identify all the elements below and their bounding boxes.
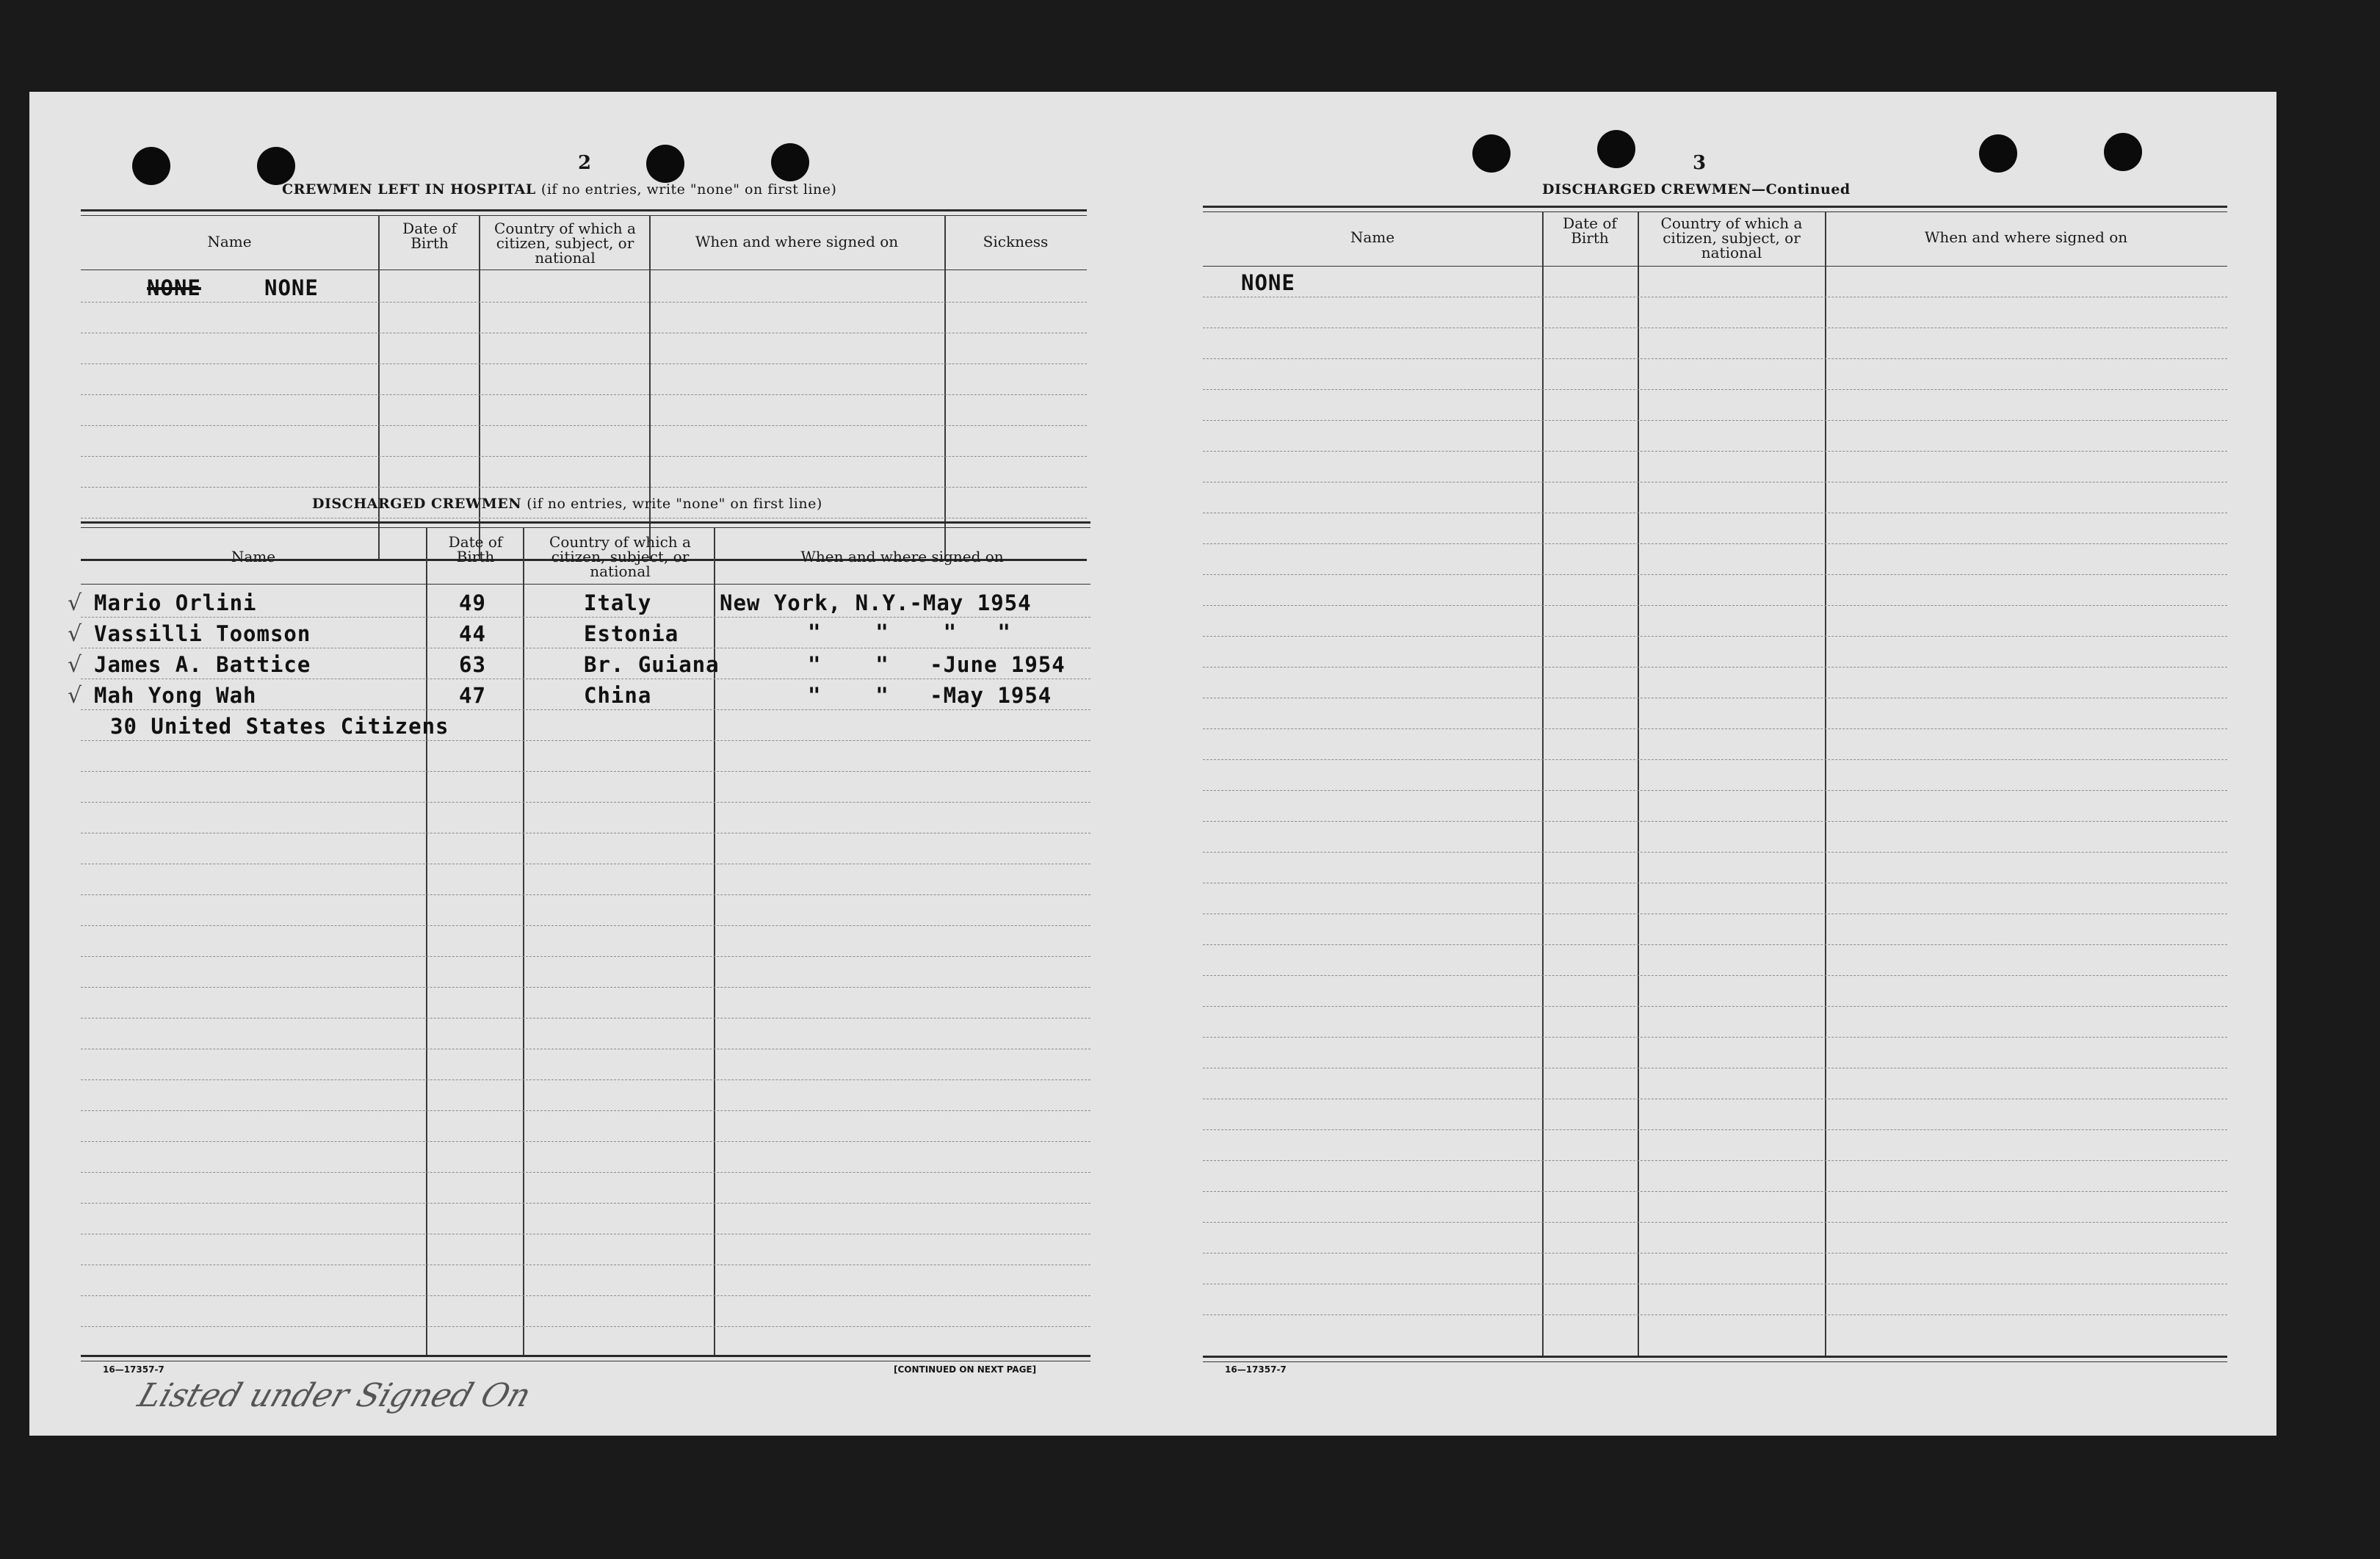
check-mark: √ bbox=[68, 621, 82, 647]
col-country: Country of which a citizen, subject, or national bbox=[1660, 214, 1803, 261]
document-sheet bbox=[29, 92, 2276, 1436]
discharged-section-title bbox=[312, 496, 822, 512]
col-date-of-birth: Date of Birth bbox=[448, 533, 503, 565]
punch-hole bbox=[1597, 130, 1635, 168]
crew-signed-on: " " " " bbox=[808, 620, 1011, 645]
hospital-entry: NONE bbox=[264, 275, 319, 300]
crew-dob: 49 bbox=[459, 590, 486, 615]
col-signed-on: When and where signed on bbox=[1924, 228, 2128, 246]
crew-dob: 63 bbox=[459, 652, 486, 677]
discharged-title-text: DISCHARGED CREWMEN bbox=[312, 496, 522, 512]
col-date-of-birth: Date of Birth bbox=[1563, 214, 1617, 247]
check-mark: √ bbox=[68, 590, 82, 616]
discharged-instruction: (if no entries, write "none" on first line) bbox=[527, 496, 822, 512]
punch-hole bbox=[1472, 134, 1511, 173]
crew-signed-on: New York, N.Y.-May 1954 bbox=[720, 590, 1032, 615]
page-number: 3 bbox=[1693, 152, 1707, 174]
col-signed-on: When and where signed on bbox=[695, 233, 899, 250]
handwritten-note: Listed under Signed On bbox=[133, 1377, 536, 1414]
crew-country: Italy bbox=[584, 590, 652, 615]
punch-hole bbox=[132, 147, 170, 185]
right-entry: NONE bbox=[1241, 270, 1295, 295]
crew-country: China bbox=[584, 683, 652, 708]
punch-hole bbox=[1979, 134, 2017, 173]
crew-dob: 47 bbox=[459, 683, 486, 708]
crew-summary: 30 United States Citizens bbox=[110, 714, 449, 739]
crew-name: Mah Yong Wah bbox=[94, 683, 257, 708]
punch-hole bbox=[2104, 133, 2142, 171]
discharged-table bbox=[68, 521, 1090, 1362]
crew-country: Estonia bbox=[584, 621, 679, 646]
crew-name: James A. Battice bbox=[94, 652, 311, 677]
col-country: Country of which a citizen, subject, or national bbox=[549, 533, 691, 580]
col-sickness: Sickness bbox=[983, 233, 1049, 250]
hospital-title-text: CREWMEN LEFT IN HOSPITAL bbox=[282, 181, 536, 198]
crew-dob: 44 bbox=[459, 621, 486, 646]
crew-name: Vassilli Toomson bbox=[94, 621, 311, 646]
form-number: 16—17357-7 bbox=[103, 1364, 164, 1375]
crew-signed-on: " " -June 1954 bbox=[808, 652, 1066, 677]
col-signed-on: When and where signed on bbox=[800, 548, 1004, 565]
hospital-section-title bbox=[282, 181, 836, 198]
punch-hole bbox=[771, 143, 809, 181]
crew-signed-on: " " -May 1954 bbox=[808, 683, 1052, 708]
col-name: Name bbox=[207, 233, 252, 250]
page-number: 2 bbox=[578, 152, 592, 174]
right-section-title bbox=[1542, 181, 1851, 198]
col-name: Name bbox=[231, 548, 276, 565]
crew-country: Br. Guiana bbox=[584, 652, 720, 677]
discharged-continued-table bbox=[1203, 206, 2227, 1366]
col-date-of-birth: Date of Birth bbox=[402, 220, 457, 252]
check-mark: √ bbox=[68, 683, 82, 709]
col-name: Name bbox=[1350, 228, 1395, 246]
crew-name: Mario Orlini bbox=[94, 590, 257, 615]
hospital-instruction: (if no entries, write "none" on first line) bbox=[540, 181, 837, 198]
right-title-suffix: —Continued bbox=[1751, 181, 1851, 198]
punch-hole bbox=[257, 147, 295, 185]
punch-hole bbox=[646, 145, 684, 183]
col-country: Country of which a citizen, subject, or national bbox=[494, 220, 636, 267]
struck-entry: NONE bbox=[147, 275, 201, 300]
right-title-text: DISCHARGED CREWMEN bbox=[1542, 181, 1752, 198]
check-mark: √ bbox=[68, 652, 82, 678]
continued-note: [CONTINUED ON NEXT PAGE] bbox=[894, 1364, 1037, 1375]
form-number: 16—17357-7 bbox=[1225, 1364, 1287, 1375]
